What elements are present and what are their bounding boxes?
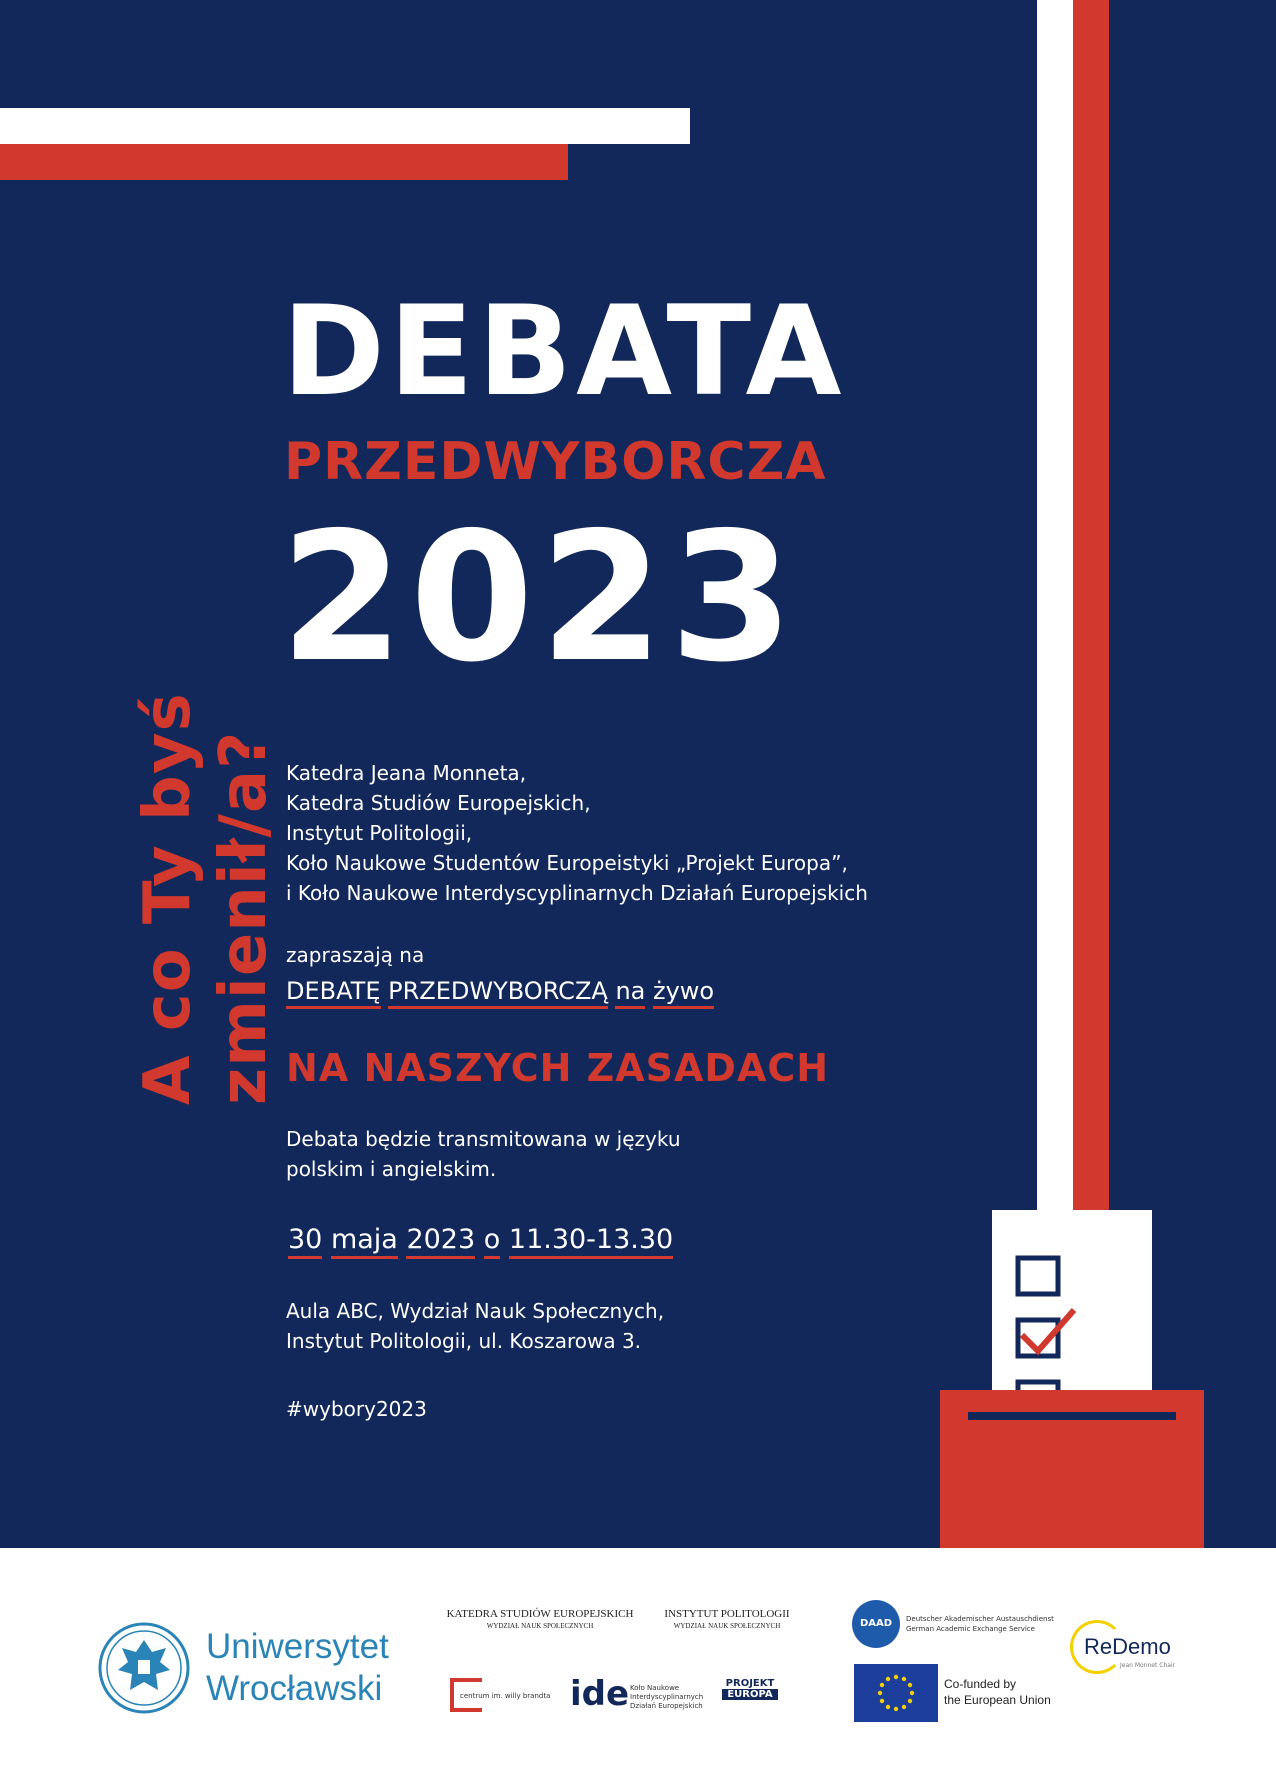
slogan-line-2: zmienił/a? bbox=[207, 730, 281, 1105]
footer-logos bbox=[0, 1548, 1276, 1790]
daad-mark: DAAD bbox=[852, 1600, 900, 1648]
event-date bbox=[288, 1222, 673, 1258]
invite-line: zapraszają na bbox=[286, 943, 425, 967]
place-line: Instytut Politologii, ul. Koszarowa 3. bbox=[286, 1329, 642, 1353]
university-line: Uniwersytet bbox=[206, 1627, 389, 1666]
eu-text-line: Co-funded by bbox=[944, 1677, 1017, 1691]
date-word: 30 bbox=[288, 1224, 322, 1259]
place-line: Aula ABC, Wydział Nauk Społecznych, bbox=[286, 1299, 665, 1323]
pe-line: EUROPA bbox=[722, 1689, 778, 1700]
headline-year: 2023 bbox=[280, 494, 800, 701]
university-eagle-icon bbox=[96, 1620, 192, 1720]
kse-faculty: WYDZIAŁ NAUK SPOŁECZNYCH bbox=[486, 1622, 594, 1630]
daad-text-line: Deutscher Akademischer Austauschdienst bbox=[906, 1615, 1054, 1623]
headline-przedwyborcza: PRZEDWYBORCZA bbox=[284, 432, 827, 492]
organizer-line: Instytut Politologii, bbox=[286, 821, 473, 845]
language-line: polskim i angielskim. bbox=[286, 1157, 497, 1181]
live-word: żywo bbox=[653, 977, 714, 1009]
redemo-sub: Jean Monnet Chair bbox=[1120, 1662, 1176, 1669]
rules-heading: NA NASZYCH ZASADACH bbox=[286, 1046, 830, 1090]
ip-name: INSTYTUT POLITOLOGII bbox=[664, 1608, 790, 1620]
horizontal-white-stripe bbox=[0, 108, 690, 144]
redemo-logo bbox=[1070, 1620, 1190, 1680]
pe-line: PROJEKT bbox=[725, 1678, 775, 1689]
brandt-centre-logo bbox=[450, 1674, 550, 1714]
eu-text-line: the European Union bbox=[944, 1693, 1051, 1707]
horizontal-red-stripe bbox=[0, 144, 568, 180]
ide-mark: ide bbox=[570, 1674, 630, 1714]
vertical-slogan bbox=[130, 692, 282, 1105]
language-line: Debata będzie transmitowana w języku bbox=[286, 1127, 681, 1151]
organizers-list bbox=[286, 758, 868, 908]
live-word: DEBATĘ bbox=[286, 977, 381, 1009]
date-word: 2023 bbox=[406, 1224, 475, 1259]
hashtag: #wybory2023 bbox=[286, 1397, 427, 1421]
vertical-white-stripe bbox=[1037, 0, 1073, 1210]
organizer-line: i Koło Naukowe Interdyscyplinarnych Działań Europejskich bbox=[286, 881, 868, 905]
date-word: o bbox=[484, 1224, 501, 1259]
brandt-text: centrum im. willy brandta bbox=[460, 1692, 551, 1700]
event-place bbox=[286, 1296, 664, 1356]
organizer-line: Koło Naukowe Studentów Europeistyki „Projekt Europa”, bbox=[286, 851, 848, 875]
kse-logo bbox=[440, 1608, 640, 1631]
vertical-red-stripe bbox=[1073, 0, 1109, 1210]
organizer-line: Katedra Jeana Monneta, bbox=[286, 761, 527, 785]
organizer-line: Katedra Studiów Europejskich, bbox=[286, 791, 591, 815]
live-word: na bbox=[615, 977, 645, 1009]
ballot-slot bbox=[968, 1412, 1176, 1420]
eu-funding-text bbox=[944, 1676, 1051, 1708]
ballot-paper-icon bbox=[992, 1210, 1152, 1416]
date-word: 11.30-13.30 bbox=[509, 1224, 673, 1259]
university-line: Wrocławski bbox=[206, 1669, 383, 1708]
live-word: PRZEDWYBORCZĄ bbox=[388, 977, 608, 1009]
headline-debata: DEBATA bbox=[282, 280, 846, 424]
date-word: maja bbox=[331, 1224, 398, 1259]
eu-flag-icon bbox=[854, 1664, 938, 1722]
daad-text-line: German Academic Exchange Service bbox=[906, 1625, 1035, 1633]
slogan-line-1: A co Ty byś bbox=[131, 692, 205, 1105]
ip-logo bbox=[662, 1608, 792, 1631]
language-note bbox=[286, 1124, 681, 1184]
ip-faculty: WYDZIAŁ NAUK SPOŁECZNYCH bbox=[673, 1622, 781, 1630]
projekt-europa-logo bbox=[722, 1678, 778, 1700]
live-debate-line bbox=[286, 974, 714, 1008]
daad-text bbox=[906, 1614, 1054, 1634]
university-name bbox=[206, 1626, 389, 1710]
redemo-name: ReDemo bbox=[1084, 1634, 1171, 1659]
kse-name: KATEDRA STUDIÓW EUROPEJSKICH bbox=[446, 1608, 634, 1620]
ide-text-line: Interdyscyplinarnych bbox=[630, 1693, 704, 1701]
ide-text-line: Działań Europejskich bbox=[630, 1702, 703, 1710]
ide-text bbox=[630, 1684, 703, 1711]
ide-text-line: Koło Naukowe bbox=[630, 1684, 680, 1692]
